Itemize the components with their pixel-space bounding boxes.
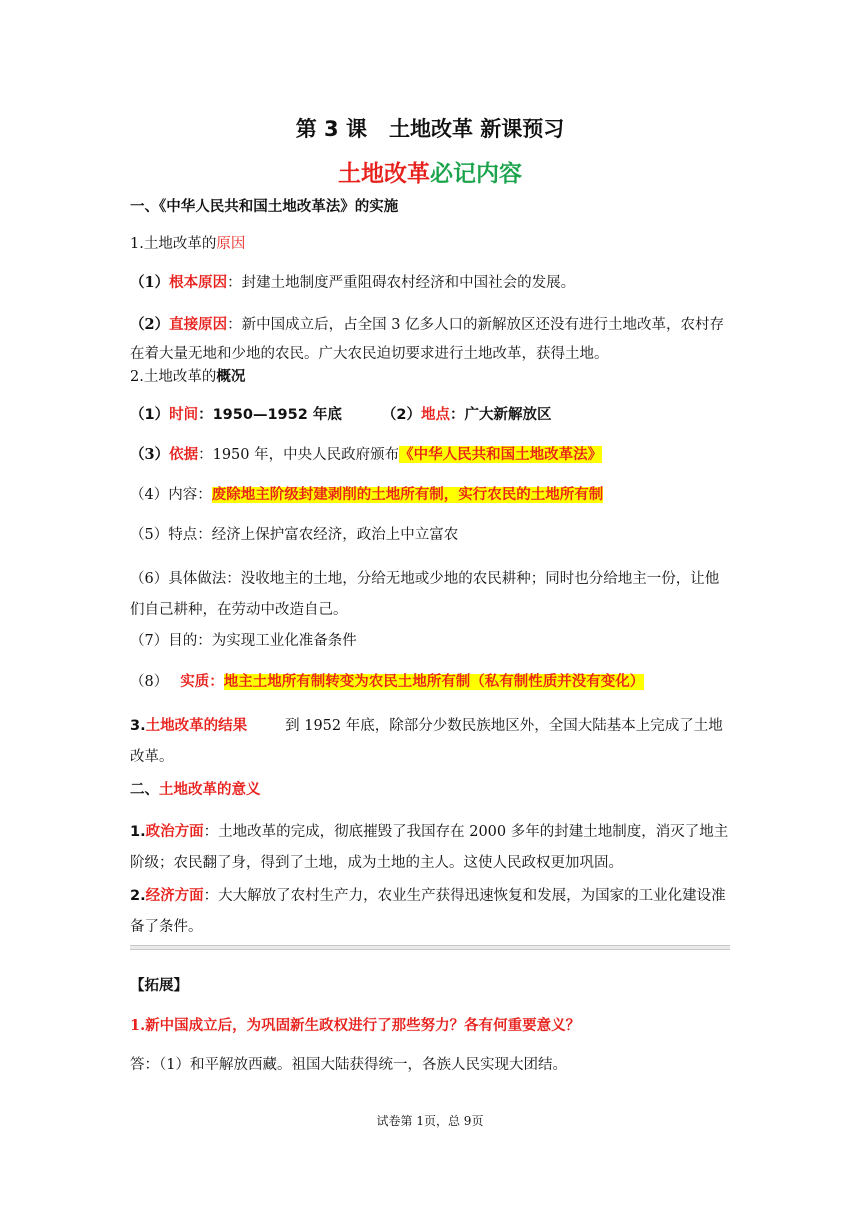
extension-answer: 答：（1）和平解放西藏。祖国大陆获得统一，各族人民实现大团结。 xyxy=(130,1057,567,1073)
overview-time-place: （1）时间：1950—1952 年底 （2）地点：广大新解放区 xyxy=(130,407,552,423)
overview-content: （4）内容：废除地主阶级封建剥削的土地所有制，实行农民的土地所有制 xyxy=(130,487,604,503)
overview-method: （6）具体做法：没收地主的土地，分给无地或少地的农民耕种；同时也分给地主一份，让他们自己耕种，在劳动中改造自己。 xyxy=(130,571,720,618)
section-divider xyxy=(130,945,730,950)
overview-heading: 2.土地改革的概况 xyxy=(130,368,246,385)
page-footer: 试卷第 1页，总 9页 xyxy=(376,1114,484,1128)
extension-question: 1.新中国成立后，为巩固新生政权进行了那些努力？各有何重要意义？ xyxy=(130,1017,581,1034)
extension-heading: 【拓展】 xyxy=(130,977,188,994)
overview-essence: （8） 实质：地主土地所有制转变为农民土地所有制（私有制性质并没有变化） xyxy=(130,673,645,690)
land-reform-result: 3.土地改革的结果 到 1952 年底，除部分少数民族地区外，全国大陆基本上完成了土地改革。 xyxy=(130,717,723,765)
significance-political: 1.政治方面：土地改革的完成，彻底摧毁了我国存在 2000 多年的封建土地制度，消灭了地主阶级；农民翻了身，得到了土地，成为土地的主人。这使人民政权更加巩固。 xyxy=(130,823,729,871)
overview-features: （5）特点：经济上保护富农经济，政治上中立富农 xyxy=(130,527,459,543)
reasons-heading: 1.土地改革的原因 xyxy=(130,236,246,252)
overview-basis: （3）依据：1950 年，中央人民政府颁布《中华人民共和国土地改革法》 xyxy=(130,446,603,463)
lesson-number: 第 3 课 xyxy=(295,117,367,141)
significance-economic: 2.经济方面：大大解放了农村生产力，农业生产获得迅速恢复和发展，为国家的工业化建设准备了条件。 xyxy=(130,887,726,935)
page-subtitle: 土地改革必记内容 xyxy=(338,161,522,187)
reason-direct: （2）直接原因：新中国成立后，占全国 3 亿多人口的新解放区还没有进行土地改革，农村存在着大量无地和少地的农民。广大农民迫切要求进行土地改革，获得土地。 xyxy=(130,316,725,362)
section1-heading: 一、《中华人民共和国土地改革法》的实施 xyxy=(130,198,399,215)
overview-purpose: （7）目的：为实现工业化准备条件 xyxy=(130,633,357,649)
section2-heading: 二、土地改革的意义 xyxy=(130,781,261,798)
page-title xyxy=(0,113,860,143)
lesson-topic: 土地改革 新课预习 xyxy=(388,117,565,141)
reason-root: （1）根本原因：封建土地制度严重阻碍农村经济和中国社会的发展。 xyxy=(130,274,576,291)
